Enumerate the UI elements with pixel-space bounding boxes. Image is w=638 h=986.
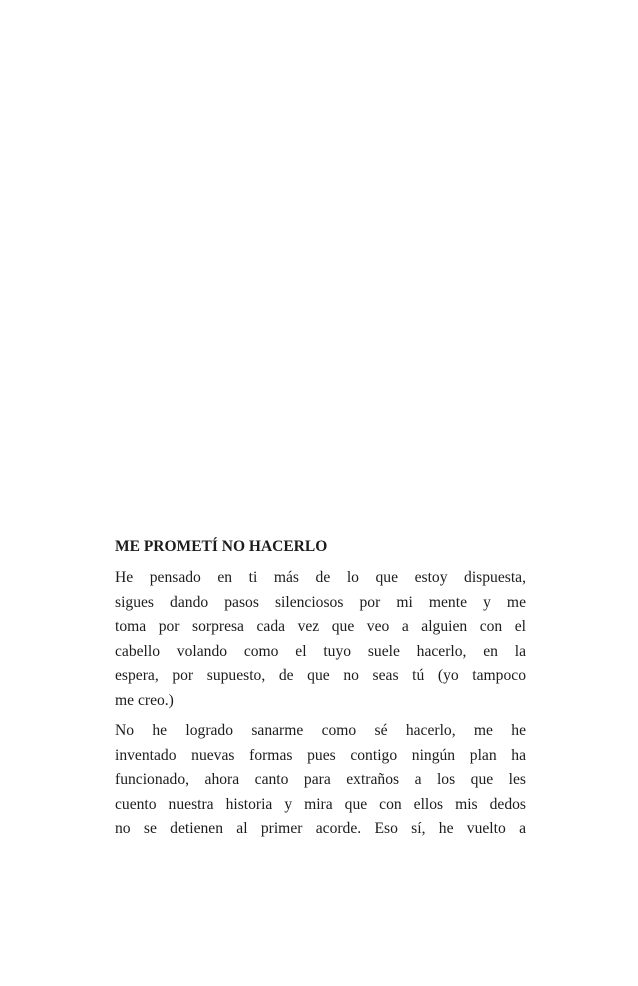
text-line: inventado nuevas formas pues contigo ningún plan ha <box>115 746 526 764</box>
text-line: No he logrado sanarme como sé hacerlo, me he <box>115 722 526 739</box>
paragraph-2 <box>115 719 526 842</box>
text-line: sigues dando pasos silenciosos por mi mente y me <box>115 593 526 611</box>
poem-text-block <box>115 537 526 848</box>
text-line: toma por sorpresa cada vez que veo a alguien con el <box>115 618 526 635</box>
text-line: He pensado en ti más de lo que estoy dispuesta, <box>115 569 526 586</box>
text-line: no se detienen al primer acorde. Eso sí, he vuelto a <box>115 820 526 837</box>
paragraph-1 <box>115 566 526 713</box>
text-line: espera, por supuesto, de que no seas tú (yo tampoco <box>115 667 526 684</box>
text-line: cabello volando como el tuyo suele hacerlo, en la <box>115 642 526 660</box>
text-line: me creo.) <box>115 691 174 709</box>
text-line: funcionado, ahora canto para extraños a los que les <box>115 771 526 788</box>
poem-title: ME PROMETÍ NO HACERLO <box>115 538 328 555</box>
text-line: cuento nuestra historia y mira que con ellos mis dedos <box>115 795 526 813</box>
